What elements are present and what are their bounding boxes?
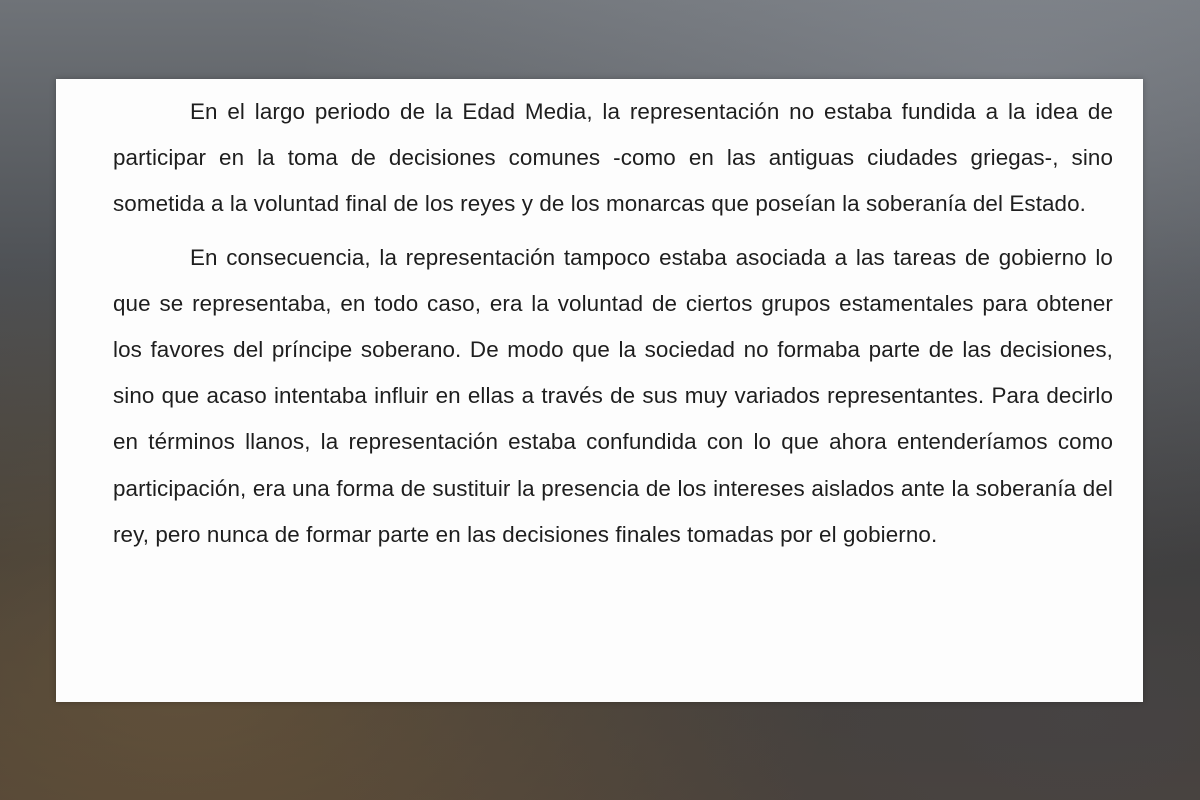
paragraph-edad-media: En el largo periodo de la Edad Media, la representación no estaba fundida a la idea de participar en la toma de decisiones comunes -como en las antiguas ciudades griegas-, sino sometida a la voluntad final de los reyes y de los monarcas que poseían la soberanía del Estado. [113,99,1113,217]
paragraph-consecuencia: En consecuencia, la representación tampoco estaba asociada a las tareas de gobierno lo que se representaba, en todo caso, era la voluntad de ciertos grupos estamentales para obtener los favores del príncipe soberano. De modo que la sociedad no formaba parte de las decisiones, sino que acaso intentaba influir en ellas a través de sus muy variados representantes. Para decirlo en términos llanos, la representación estaba confundida con lo que ahora entenderíamos como participación, era una forma de sustituir la presencia de los intereses aislados ante la soberanía del rey, pero nunca de formar parte en las decisiones finales tomadas por el gobierno. [113,244,1113,547]
document-page [56,79,1143,702]
